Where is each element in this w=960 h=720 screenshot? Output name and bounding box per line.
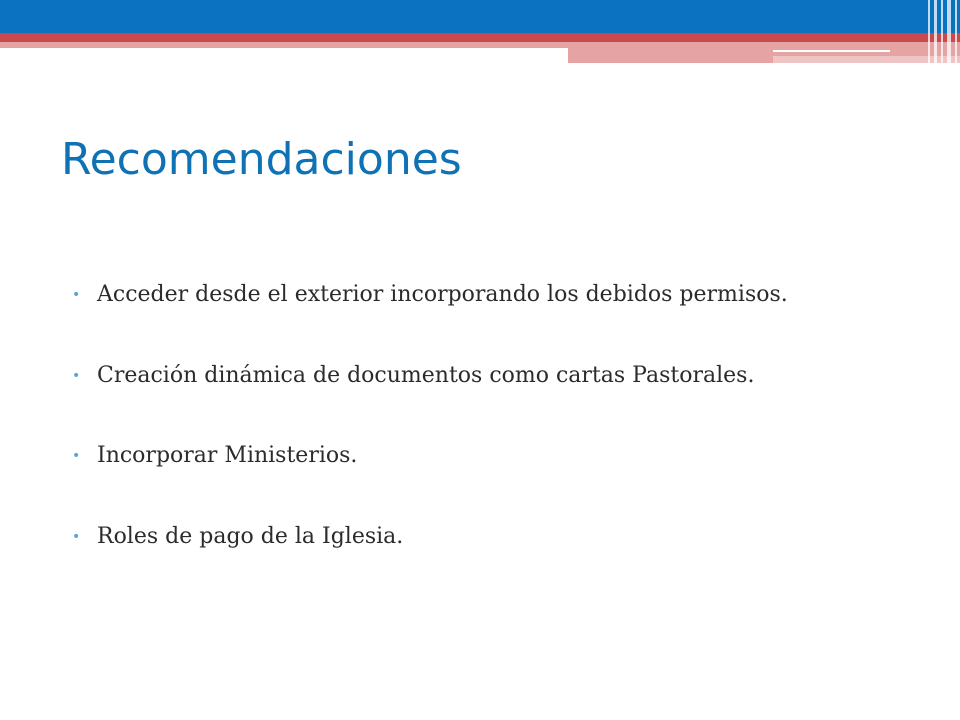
bullet-marker-icon: • [72, 287, 81, 303]
header-band-blue [0, 0, 960, 33]
bullet-marker-icon: • [72, 528, 81, 545]
header-highlight-line [773, 50, 890, 52]
slide-title: Recomendaciones [61, 134, 462, 185]
bullet-text: Roles de pago de la Iglesia. [97, 523, 404, 549]
bullet-marker-icon: • [72, 367, 81, 384]
bullet-text: Incorporar Ministerios. [97, 443, 358, 468]
header-band-red [0, 33, 960, 42]
header-band-pink-lower [568, 56, 773, 63]
bullet-text: Acceder desde el exterior incorporando los debidos permisos. [97, 282, 788, 307]
header-stripes [924, 0, 960, 63]
bullet-text: Creación dinámica de documentos como cartas Pastorales. [97, 362, 755, 388]
bullet-marker-icon: • [72, 448, 81, 464]
header-band-pink-right [568, 48, 960, 56]
